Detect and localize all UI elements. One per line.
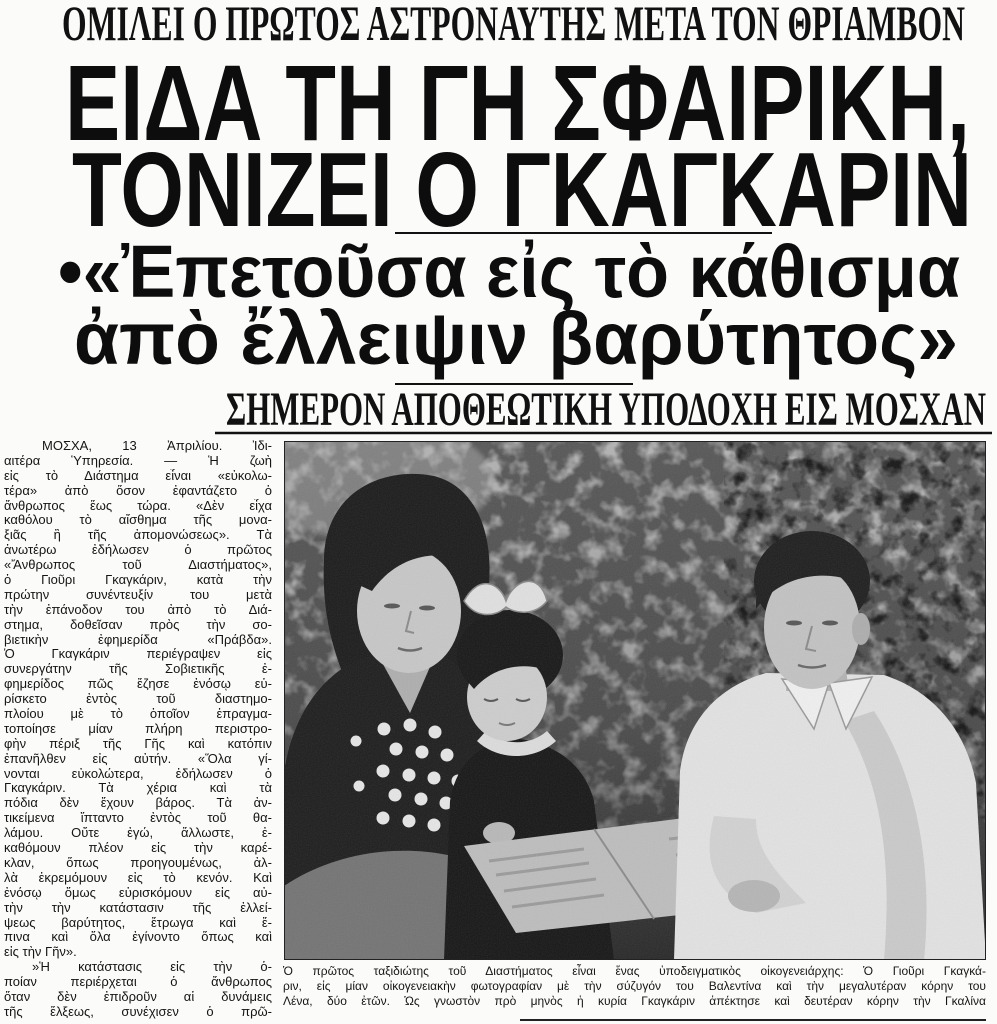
- article-line: πόδια δὲν ἔχουν βάρος. Τὰ ἀν-: [4, 796, 272, 811]
- article-line: ποίαν περιέρχεται ὁ ἄνθρωπος: [4, 975, 272, 990]
- subhead-line-1: •«Ἐπετοῦσα εἰς τὸ κάθισμα: [58, 230, 960, 313]
- article-line: «Ἄνθρωπος τοῦ Διαστήματος»,: [4, 558, 272, 573]
- bottom-rule: [520, 1019, 986, 1021]
- article-line: πλοίου μὲ τὸ ὁποῖον ἐπραγμα-: [4, 707, 272, 722]
- article-line: ψεως βαρύτητος, ἔτρωγα καὶ ἔ-: [4, 915, 272, 930]
- article-line: λὰ ἐκρεμόμουν εἰς τὸ κενόν. Καὶ: [4, 870, 272, 885]
- article-line: τὴν ἐπάνοδον του ἀπὸ τὸ Διά-: [4, 602, 272, 617]
- article-line: συνεργάτην τῆς Σοβιετικῆς ἐ-: [4, 662, 272, 677]
- photo-grain: [284, 441, 986, 960]
- kicker: ΟΜΙΛΕΙ Ο ΠΡΩΤΟΣ ΑΣΤΡΟΝΑΥΤΗΣ ΜΕΤΑ ΤΟΝ ΘΡΙΑΜΒΟΝ: [62, 0, 965, 51]
- article-line: εἰς τὸ Διάστημα εἶναι «εὐκολω-: [4, 468, 272, 483]
- article-line: ἄνθρωπος ἕως τώρα. «Δὲν εἶχα: [4, 498, 272, 513]
- article-line: λάμου. Οὔτε ἐγώ, ἄλλωστε, ἐ-: [4, 826, 272, 841]
- article-line: πρώτην συνέντευξίν του μετὰ: [4, 587, 272, 602]
- headline-line-1: ΕΙΔΑ ΤΗ ΓΗ ΣΦΑΙΡΙΚΗ,: [65, 42, 970, 163]
- article-line: φὴν πέριξ τῆς Γῆς καὶ κατόπιν: [4, 736, 272, 751]
- article-line: βιετικὴν ἐφημερίδα «Πράβδα».: [4, 632, 272, 647]
- article-line: στημα, δοθεῖσαν πρὸς τὴν σο-: [4, 617, 272, 632]
- article-line: τῆς ἕλξεως, συνέχισεν ὁ πρῶ-: [4, 1004, 272, 1019]
- article-line: ΜΟΣΧΑ, 13 Ἀπριλίου. Ἰδι-: [42, 439, 272, 453]
- article-line: αιτέρα Ὑπηρεσία. — Ἡ ζωὴ: [4, 453, 272, 468]
- article-line: ὅταν δὲν ἐπιδροῦν αἱ δυνάμεις: [4, 989, 272, 1004]
- article-line: ὁ Γιοῦρι Γκαγκάριν, κατὰ τὴν: [4, 573, 272, 588]
- family-photo: [284, 441, 986, 960]
- article-line: φημερίδος πῶς ἔζησε ἐνόσῳ εὑ-: [4, 677, 272, 692]
- article-line: πινα καὶ ὅλα ἐγίνοντο ὅπως καὶ: [4, 930, 272, 945]
- photo-frame: [284, 441, 986, 960]
- subhead-line-2: ἀπὸ ἔλλειψιν βαρύτητος»: [74, 297, 958, 380]
- article-line: καθόλου τὸ αἴσθημα τῆς μονα-: [4, 513, 272, 528]
- photo-caption: [283, 964, 986, 1009]
- article-line: ἐνόσῳ ὅμως εὑρισκόμουν εἰς αὐ-: [4, 885, 272, 900]
- article-line: ἀνωτέρω ἐδήλωσεν ὁ πρῶτος: [4, 543, 272, 558]
- article-line: νονται εὐκολώτερα, ἐδήλωσεν ὁ: [4, 766, 272, 781]
- article-line: κλαν, ὅπως προηγουμένως, ἀλ-: [4, 855, 272, 870]
- caption-line: Ὁ πρῶτος ταξιδιώτης τοῦ Διαστήματος εἶναι ἕνας ὑποδειγματικὸς οἰκογενειάρχης: Ὁ Γιοῦρι Γκαγκά-: [283, 964, 986, 978]
- article-column: [4, 439, 272, 1024]
- article-line: τὴν τὴν κατάστασιν τῆς ἐλλεί-: [4, 900, 272, 915]
- article-line: »Ἡ κατάστασις εἰς τὴν ὁ-: [32, 960, 272, 975]
- article-line: τέρα» ἀπὸ ὅσον ἐφαντάζετο ὁ: [4, 483, 272, 498]
- article-line: ξιᾶς ἢ τῆς ἀπομονώσεως». Τὰ: [4, 528, 272, 543]
- article-line: καθόμουν πλέον εἰς τὴν καρέ-: [4, 841, 272, 856]
- article-line: εἰς τὴν Γῆν».: [4, 945, 77, 960]
- caption-line: ριν, εἰς μίαν οἰκογενειακὴν φωτογραφίαν μὲ τὴν σύζυγόν του Βαλεντίνα καὶ τὴν μεγαλυτέραν κόρην του: [283, 979, 986, 993]
- headline-block: [0, 0, 997, 440]
- article-line: ἐπανῆλθεν εἰς αὐτήν. «Ὅλα γί-: [4, 751, 272, 766]
- article-line: Γκαγκάριν. Τὰ χέρια καὶ τὰ: [4, 781, 272, 796]
- deck: ΣΗΜΕΡΟΝ ΑΠΟΘΕΩΤΙΚΗ ΥΠΟΔΟΧΗ ΕΙΣ ΜΟΣΧΑΝ: [226, 383, 987, 436]
- article-line: ρίσκετο ἐντὸς τοῦ διαστημο-: [4, 692, 272, 707]
- article-line: τικείμενα ἵπταντο ἐντὸς τοῦ θα-: [4, 811, 272, 826]
- article-line: Ὁ Γκαγκάριν περιέγραψεν εἰς: [4, 647, 272, 662]
- caption-line: Λένα, δύο ἐτῶν. Ὡς γνωστὸν πρὸ μηνὸς ἡ κυρία Γκαγκάριν ἀπέκτησε καὶ δευτέραν κόρην τὴν Γκαλίνα: [283, 994, 986, 1008]
- headline-line-2: ΤΟΝΙΖΕΙ Ο ΓΚΑΓΚΑΡΙΝ: [72, 131, 972, 249]
- article-line: τοποίησε μίαν πλήρη περιστρο-: [4, 721, 272, 736]
